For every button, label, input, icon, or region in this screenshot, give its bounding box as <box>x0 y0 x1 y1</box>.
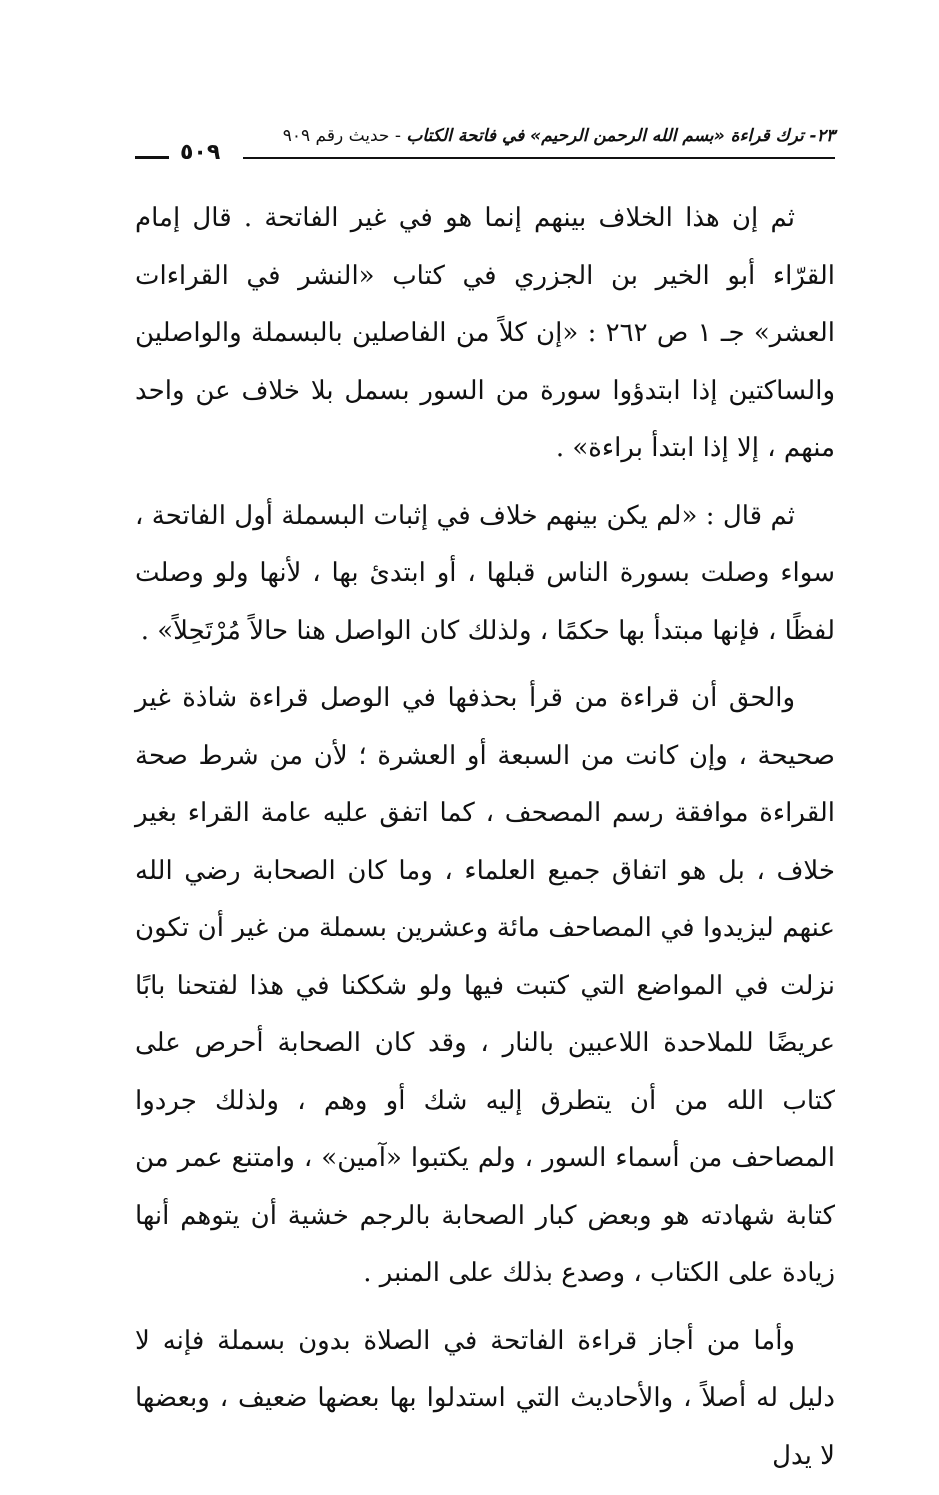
paragraph: ثم قال : «لم يكن بينهم خلاف في إثبات البسملة أول الفاتحة ، سواء وصلت بسورة الناس قبلها ، أو ابتدئ بها ، لأنها ولو وصلت لفظًا ، فإنها مبتدأ بها حكمًا ، ولذلك كان الواصل هنا حالاً مُرْتَحِلاً» . <box>135 500 835 646</box>
hadith-reference: - حديث رقم ٩٠٩ <box>282 126 407 146</box>
paragraph: والحق أن قراءة من قرأ بحذفها في الوصل قراءة شاذة غير صحيحة ، وإن كانت من السبعة أو العشرة ؛ لأن من شرط صحة القراءة موافقة رسم المصحف ، كما اتفق عليه عامة القراء بغير خلاف ، بل هو اتفاق جميع العلماء ، وما كان الصحابة رضي الله عنهم ليزيدوا في المصاحف مائة وعشرين بسملة من غير أن تكون نزلت في المواضع التي كتبت فيها ولو شككنا في هذا لفتحنا بابًا عريضًا للملاحدة اللاعبين بالنار ، وقد كان الصحابة أحرص على كتاب الله من أن يتطرق إليه شك أو وهم ، ولذلك جردوا المصاحف من أسماء السور ، ولم يكتبوا «آمين» ، وامتنع عمر من كتابة شهادته هو وبعض كبار الصحابة بالرجم خشية أن يتوهم أنها زيادة على الكتاب ، وصدع بذلك على المنبر . <box>135 683 835 1288</box>
chapter-title <box>283 126 835 146</box>
body-text <box>135 190 835 1495</box>
running-header <box>135 122 835 174</box>
paragraph: وأما من أجاز قراءة الفاتحة في الصلاة بدون بسملة فإنه لا دليل له أصلاً ، والأحاديث التي استدلوا بها بعضها ضعيف ، وبعضها لا يدل <box>135 1325 835 1471</box>
paragraph: ثم إن هذا الخلاف بينهم إنما هو في غير الفاتحة . قال إمام القرّاء أبو الخير بن الجزري في كتاب «النشر في القراءات العشر» جـ ١ ص ٢٦٢ : «إن كلاً من الفاصلين بالبسملة والواصلين والساكتين إذا ابتدؤوا سورة من السور بسمل بلا خلاف عن واحد منهم ، إلا إذا ابتدأ براءة» . <box>135 203 835 463</box>
chapter-title-text: ٢٣- ترك قراءة «بسم الله الرحمن الرحيم» في فاتحة الكتاب <box>406 126 835 146</box>
page-number-dash <box>135 156 169 159</box>
page-number: ٥٠٩ <box>180 140 221 165</box>
header-rule <box>243 157 835 159</box>
